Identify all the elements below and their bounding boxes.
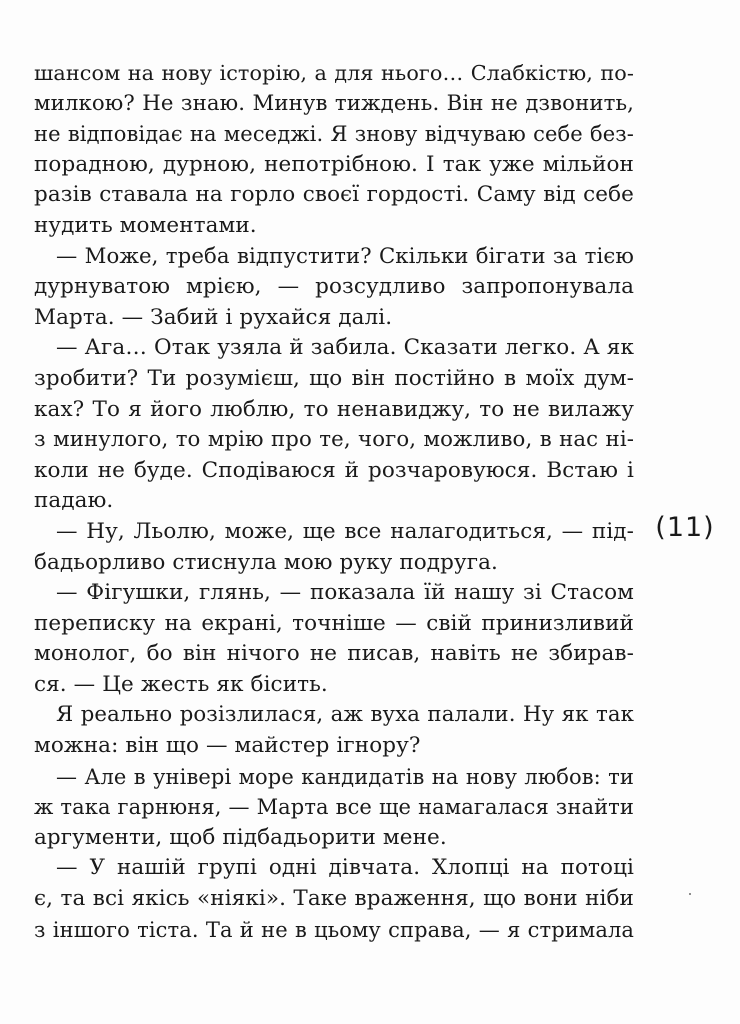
text-line: аргументи, щоб підбадьорити мене. — [34, 824, 447, 850]
text-line: з минулого, то мрію про те, чого, можливо, в нас ні- — [34, 427, 634, 453]
text-line: — Ну, Льолю, може, ще все налагодиться, — під- — [56, 518, 634, 544]
text-line: падаю. — [34, 488, 114, 514]
text-line: порадною, дурною, непотрібною. І так уже мільйон — [34, 151, 634, 177]
text-line: ж така гарнюня, — Марта все ще намагалася знайти — [34, 795, 634, 820]
text-line: — Фігушки, глянь, — показала їй нашу зі Стасом — [56, 580, 634, 606]
text-line: — У нашій групі одні дівчата. Хлопці на потоці — [56, 855, 634, 881]
text-line: ся. — Це жесть як бісить. — [34, 671, 328, 697]
text-line: шансом на нову історію, а для нього… Слабкістю, по- — [34, 61, 634, 85]
text-line: не відповідає на меседжі. Я знову відчуваю себе без- — [34, 122, 634, 147]
text-line: Марта. — Забий і рухайся далі. — [34, 304, 393, 330]
text-line: — Може, треба відпустити? Скільки бігати за тією — [56, 243, 634, 269]
text-line: бадьорливо стиснула мою руку подруга. — [34, 549, 498, 575]
text-line: зробити? Ти розумієш, що він постійно в моїх дум- — [34, 365, 634, 391]
text-line: коли не буде. Сподіваюся й розчаровуюся. Встаю і — [34, 457, 634, 483]
text-line: ках? То я його люблю, то ненавиджу, то не вилажу — [34, 396, 634, 422]
text-line: з іншого тіста. Та й не в цьому справа, — я стримала — [34, 917, 634, 942]
text-line: можна: він що — майстер ігнору? — [34, 733, 421, 759]
text-line: Я реально розізлилася, аж вуха палали. Ну як так — [56, 702, 634, 728]
text-line: милкою? Не знаю. Минув тиждень. Він не дзвонить, — [34, 90, 634, 116]
body-text — [34, 58, 634, 945]
text-line: нудить моментами. — [34, 212, 257, 238]
text-line: разів ставала на горло своєї гордості. Саму від себе — [34, 182, 634, 208]
text-line: переписку на екрані, точніше — свій принизливий — [34, 610, 634, 636]
text-line: — Ага… Отак узяла й забила. Сказати легко. А як — [56, 335, 634, 361]
text-line: дурнуватою мрією, — розсудливо запропонувала — [34, 274, 634, 300]
print-speck — [689, 893, 691, 895]
page-number: (11) — [655, 512, 715, 543]
text-line: є, та всі якісь «ніякі». Таке враження, що вони ніби — [34, 886, 634, 912]
text-line: монолог, бо він нічого не писав, навіть не збирав- — [34, 641, 634, 667]
text-line: — Але в універі море кандидатів на нову любов: ти — [56, 764, 634, 789]
